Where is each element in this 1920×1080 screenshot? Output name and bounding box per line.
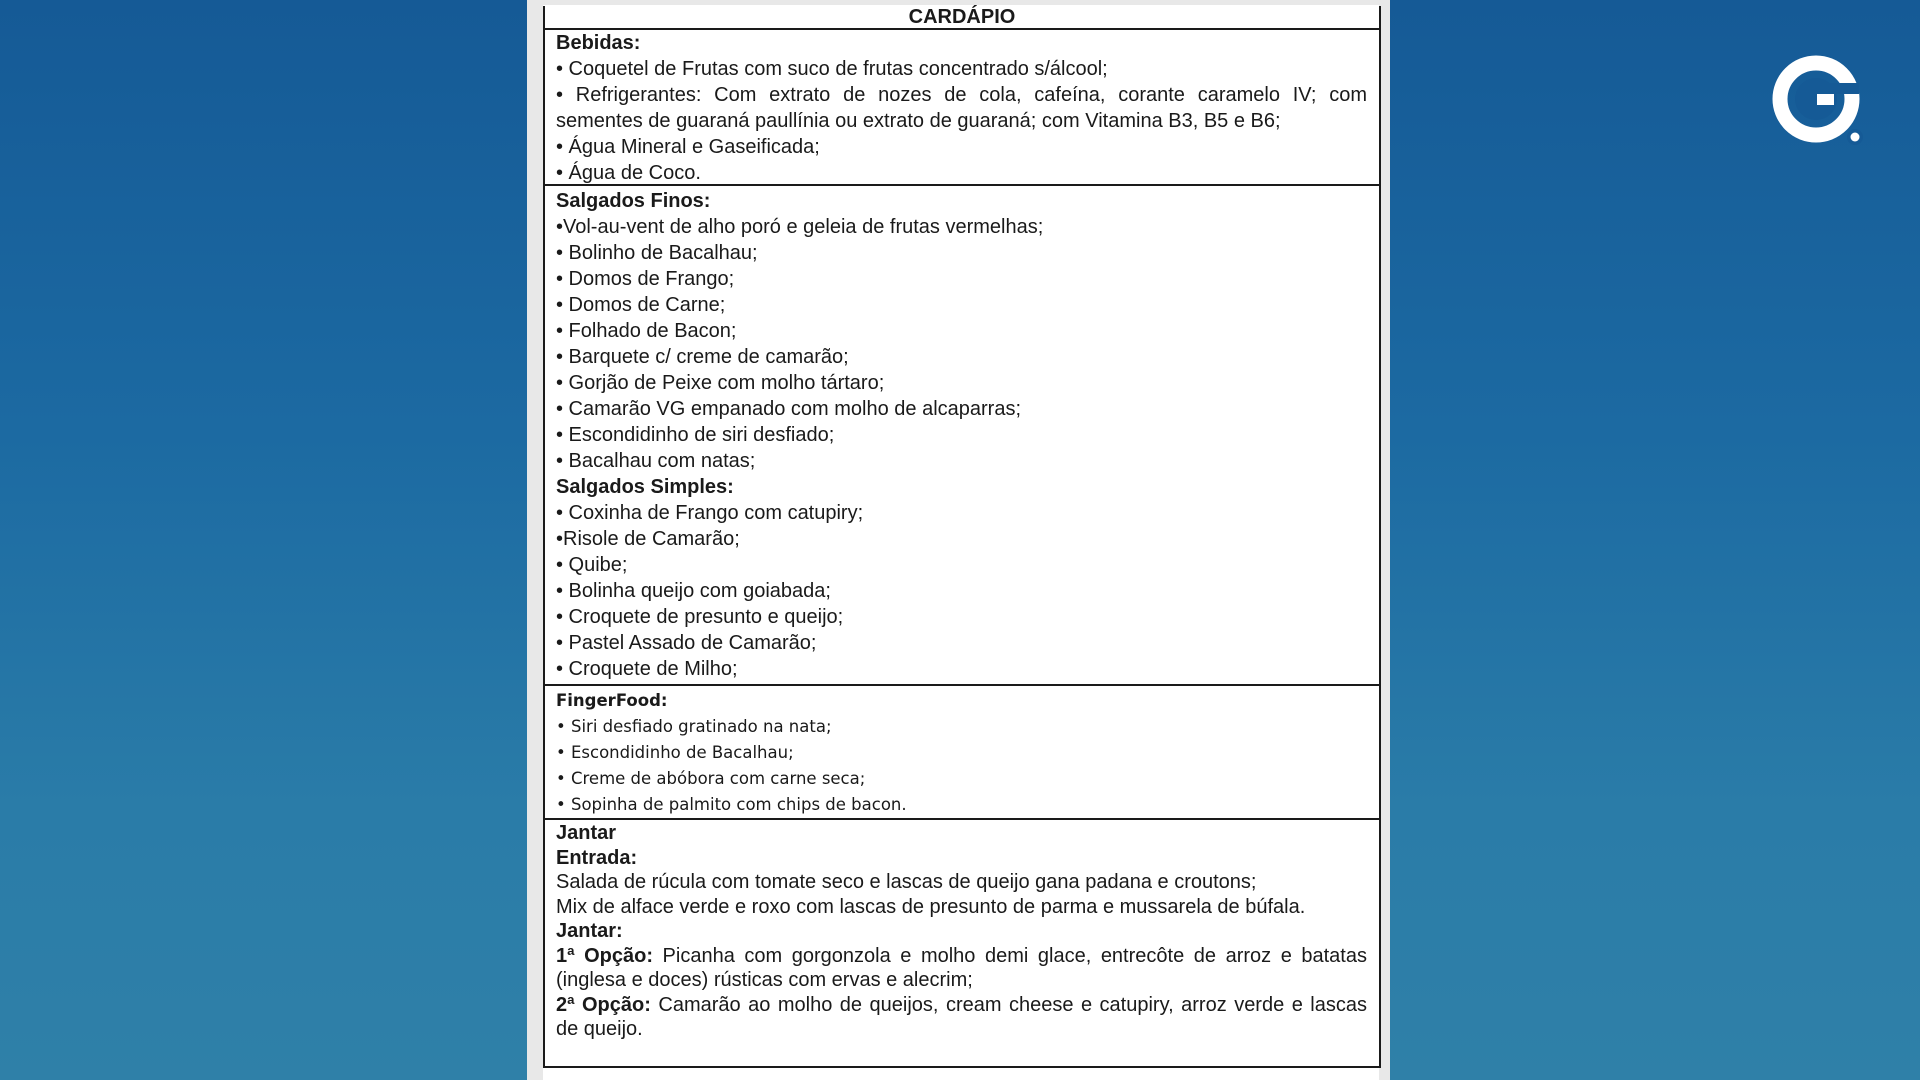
list-item: • Croquete de presunto e queijo; (556, 606, 844, 628)
list-item: •Vol-au-vent de alho poró e geleia de frutas vermelhas; (556, 216, 1044, 238)
list-item: • Escondidinho de siri desfiado; (556, 424, 835, 446)
list-item: • Água Mineral e Gaseificada; (556, 136, 820, 158)
section-salgados (545, 186, 1379, 686)
list-item: • Camarão VG empanado com molho de alcaparras; (556, 398, 1022, 420)
list-item: • Sopinha de palmito com chips de bacon. (556, 795, 907, 814)
list-item: • Creme de abóbora com carne seca; (556, 769, 866, 788)
menu-table (543, 6, 1381, 1068)
list-item: Mix de alface verde e roxo com lascas de presunto de parma e mussarela de búfala. (556, 895, 1306, 918)
menu-option (556, 944, 1367, 993)
list-item: • Bacalhau com natas; (556, 450, 756, 472)
list-item: • Bolinho de Bacalhau; (556, 242, 758, 264)
list-item: • Água de Coco. (556, 162, 701, 184)
list-item: •Risole de Camarão; (556, 528, 740, 550)
menu-option (556, 993, 1367, 1042)
g-circle-logo-icon (1770, 53, 1866, 149)
list-item: • Coquetel de Frutas com suco de frutas concentrado s/álcool; (556, 58, 1108, 80)
list-item: • Gorjão de Peixe com molho tártaro; (556, 372, 885, 394)
list-item: • Domos de Frango; (556, 268, 735, 290)
list-item: • Refrigerantes: Com extrato de nozes de cola, cafeína, corante caramelo IV; com sementes de guaraná paullínia ou extrato de guaraná; com Vitamina B3, B5 e B6; (556, 84, 1367, 132)
list-item: • Bolinha queijo com goiabada; (556, 580, 831, 602)
list-item: • Croquete de Milho; (556, 658, 738, 680)
subsection-heading: Jantar: (556, 920, 623, 942)
document-page (527, 0, 1390, 1080)
section-heading: Jantar (556, 822, 617, 844)
document-sheet (543, 5, 1379, 1080)
menu-title: CARDÁPIO (545, 6, 1379, 30)
section-heading: Bebidas: (556, 32, 641, 54)
list-item: • Escondidinho de Bacalhau; (556, 743, 794, 762)
list-item: • Pastel Assado de Camarão; (556, 632, 817, 654)
list-item: • Folhado de Bacon; (556, 320, 737, 342)
option-label: 2ª Opção: (556, 993, 651, 1016)
section-heading: FingerFood: (556, 691, 668, 710)
option-text: Camarão ao molho de queijos, cream cheese e catupiry, arroz verde e lascas de queijo. (556, 993, 1367, 1040)
list-item: • Siri desfiado gratinado na nata; (556, 717, 832, 736)
section-heading: Salgados Finos: (556, 190, 711, 212)
list-item: • Barquete c/ creme de camarão; (556, 346, 849, 368)
option-text: Picanha com gorgonzola e molho demi glace, entrecôte de arroz e batatas (inglesa e doces) rústicas com ervas e alecrim; (556, 944, 1367, 991)
list-item: • Coxinha de Frango com catupiry; (556, 502, 864, 524)
list-item: • Quibe; (556, 554, 628, 576)
section-fingerfood (545, 686, 1379, 820)
subsection-heading: Entrada: (556, 846, 638, 869)
section-heading: Salgados Simples: (556, 476, 734, 498)
option-label: 1ª Opção: (556, 944, 653, 967)
list-item: • Domos de Carne; (556, 294, 726, 316)
section-bebidas (545, 30, 1379, 186)
list-item: Salada de rúcula com tomate seco e lascas de queijo gana padana e croutons; (556, 871, 1257, 893)
section-jantar (545, 820, 1379, 1068)
